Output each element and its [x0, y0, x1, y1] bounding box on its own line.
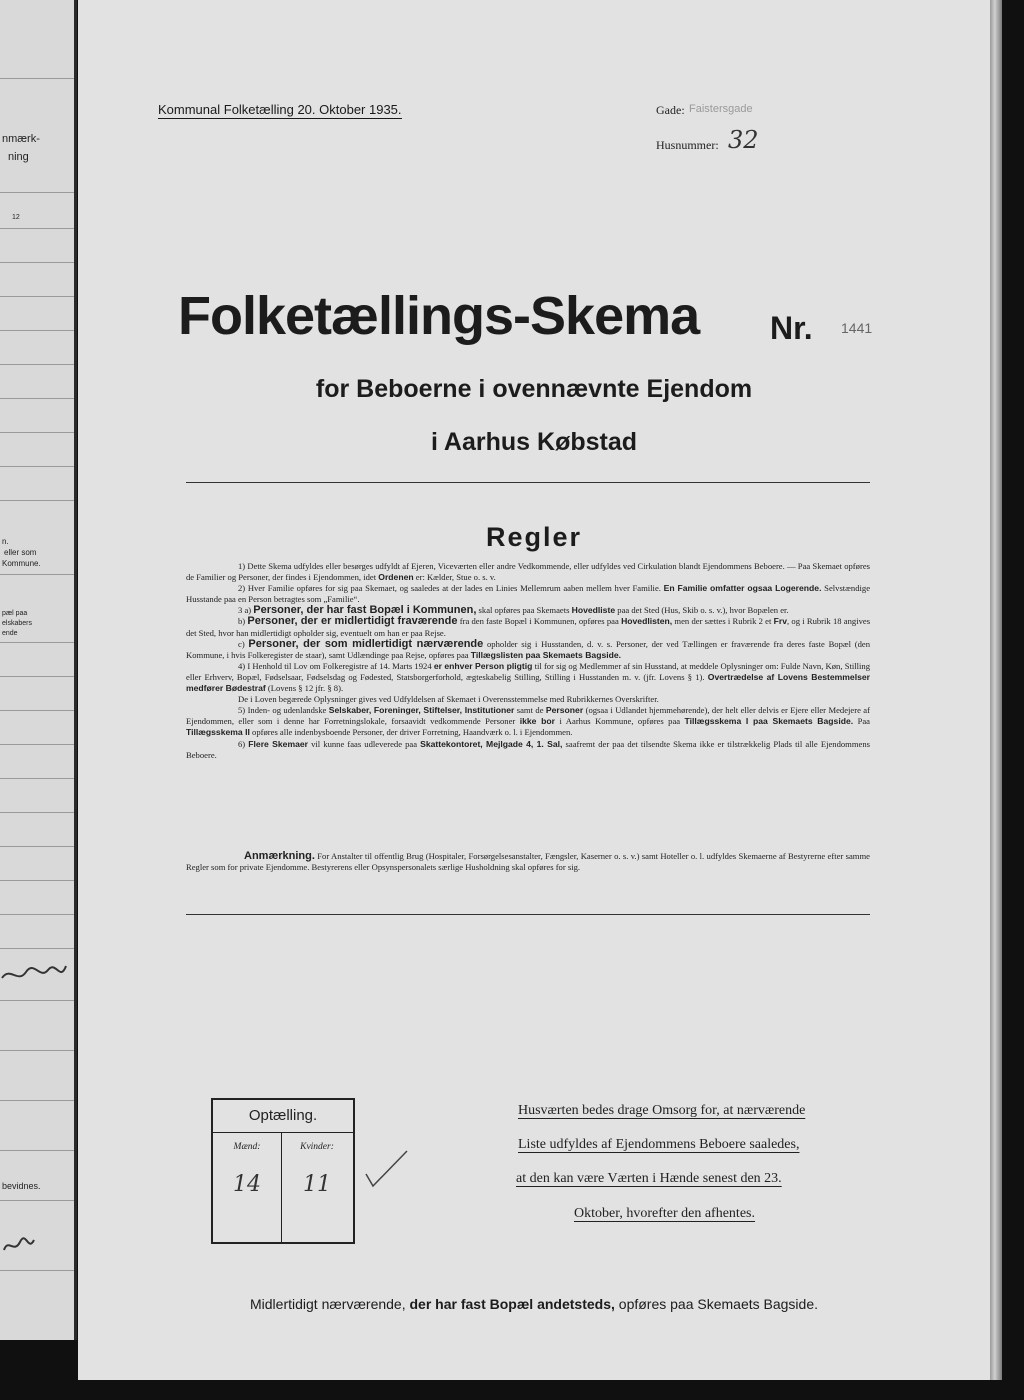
left-page-text: elskabers — [2, 620, 32, 627]
women-count: 11 — [303, 1172, 331, 1197]
left-page-text: nmærk- — [2, 133, 40, 145]
handwriting-scribble — [0, 1230, 40, 1260]
notice-line: Oktober, hvorefter den afhentes. — [574, 1206, 755, 1221]
count-box — [211, 1098, 355, 1244]
rule-5: 5) Inden- og udenlandske Selskaber, Foreninger, Stiftelser, Institutioner samt de Personer (ogsaa i Udlandet hjemmehørende), der helt eller delvis er Ejere eller Medejere af Ejendommen, eller som i denne har Forretningslokale, forsaavidt vedkommende Personer ikke bor i Aarhus Kommune, opføres paa Tillægsskema I paa Skemaets Bagside. Paa Tillægsskema II opføres alle indenbysboende Personer, der driver Forretning, Haandværk o. l. i Ejendommen. — [186, 705, 870, 738]
ruling-line — [0, 466, 74, 467]
ruling-line — [0, 1100, 74, 1101]
house-number-value: 32 — [728, 126, 759, 154]
count-title: Optælling. — [213, 1100, 353, 1133]
notice-line: Husværten bedes drage Omsorg for, at nærværende — [518, 1103, 806, 1118]
rule-3c: c) Personer, der som midlertidigt nærværende opholder sig i Husstanden, d. v. s. Personer, der ved Tællingen er fraværende fra deres faste Bopæl (den Kommune, i hvis Folkeregister de staar), samt Udlændinge paa Rejse, opføres paa Tillægslisten paa Skemaets Bagside. — [186, 637, 870, 660]
ruling-line — [0, 296, 74, 297]
ruling-line — [0, 880, 74, 881]
ruling-line — [0, 432, 74, 433]
left-page-text: n. — [2, 537, 9, 546]
form-title: Folketællings-Skema — [178, 286, 700, 346]
left-page-text: eller som — [4, 548, 37, 557]
left-page-text: pæl paa — [2, 610, 28, 617]
ruling-line — [0, 1200, 74, 1201]
footer-note: Midlertidigt nærværende, der har fast Bopæl andetsteds, opføres paa Skemaets Bagside. — [249, 1296, 819, 1312]
ruling-line — [0, 778, 74, 779]
ruling-line — [0, 364, 74, 365]
rules-heading: Regler — [485, 522, 583, 552]
remark-text — [186, 851, 870, 874]
remark-label: Anmærkning. — [244, 850, 315, 862]
rules-text — [186, 561, 870, 761]
ruling-line — [0, 914, 74, 915]
women-label: Kvinder: — [300, 1142, 334, 1152]
ruling-line — [0, 948, 74, 949]
ruling-line — [0, 1050, 74, 1051]
rule-4-note: De i Loven begærede Oplysninger gives ved Udfyldelsen af Skemaet i Overensstemmelse med Rubrikkernes Overskrifter. — [238, 694, 659, 705]
form-number-label: Nr. — [770, 310, 813, 346]
rule-2: 2) Hver Familie opføres for sig paa Skemaet, og saaledes at der lades en Linies Mellemrum aaben mellem hver Familie. En Familie omfatter ogsaa Logerende. Selvstændige Husstande paa en Person betragtes som „Familie“. — [186, 583, 871, 605]
ruling-line — [0, 398, 74, 399]
ruling-line — [0, 78, 74, 79]
ruling-line — [0, 1000, 74, 1001]
ruling-line — [0, 500, 74, 501]
rule-3b: b) Personer, der er midlertidigt fraværende fra den faste Bopæl i Kommunen, opføres paa Hovedlisten, men der sættes i Rubrik 2 et Frv, og i Rubrik 18 angives det Sted, hvor han midlertidigt opholder sig, eventuelt om han er paa Rejse. — [186, 615, 871, 638]
rule-4: 4) I Henhold til Lov om Folkeregistre af 14. Marts 1924 er enhver Person pligtig til for sig og Medlemmer af sin Husstand, at meddele Oplysninger om: Fulde Navn, Køn, Stilling eller Erhverv, Bopæl, Fødselsaar, Fødselsdag og Fødested, Statsborgerforhold, ægteskabelig Stilling, Stilling i Husstanden m. v. (jfr. Lovens § 1). Overtrædelse af Lovens Bestemmelser medfører Bødestraf (Lovens § 12 jfr. § 8). — [186, 660, 871, 694]
rule-3a: 3 a) Personer, der har fast Bopæl i Kommunen, skal opføres paa Skemaets Hovedliste paa det Sted (Hus, Skib o. s. v.), hvor Bopælen er. — [238, 604, 789, 617]
count-divider — [281, 1133, 282, 1242]
street-value: Faistersgade — [689, 103, 753, 115]
ruling-line — [0, 1150, 74, 1151]
form-subtitle: for Beboerne i ovennævnte Ejendom — [315, 375, 753, 403]
ruling-line — [0, 744, 74, 745]
left-page-text: bevidnes. — [2, 1181, 41, 1191]
checkmark-icon — [363, 1148, 411, 1190]
left-page-text: ning — [8, 151, 29, 163]
ruling-line — [0, 228, 74, 229]
form-subtitle-city: i Aarhus Købstad — [430, 428, 638, 456]
ruling-line — [0, 262, 74, 263]
ruling-line — [0, 846, 74, 847]
rule-1: 1) Dette Skema udfyldes eller besørges udfyldt af Ejeren, Viceværten eller andre Vedkommende, eller udfyldes ved Cirkulation blandt Ejendommens Beboere. — Paa Skemaet opføres de Familier og Personer, der findes i Ejendommen, idet Ordenen er: Kælder, Stue o. s. v. — [186, 561, 870, 583]
divider — [186, 482, 870, 483]
notice-line: at den kan være Værten i Hænde senest den 23. — [516, 1171, 782, 1186]
men-count: 14 — [233, 1172, 261, 1197]
ruling-line — [0, 574, 74, 575]
ruling-line — [0, 1270, 74, 1271]
page-edge — [990, 0, 1002, 1380]
men-label: Mænd: — [233, 1142, 261, 1152]
ruling-line — [0, 676, 74, 677]
ruling-line — [0, 642, 74, 643]
rule-6: 6) Flere Skemaer vil kunne faas udleverede paa Skattekontoret, Mejlgade 4, 1. Sal, saafremt der paa det tilsendte Skema ikke er tilstrækkelig Plads til alle Ejendommens Beboere. — [186, 738, 871, 760]
left-page-text: ende — [2, 630, 18, 637]
street-label: Gade: — [656, 103, 685, 117]
form-number-value: 1441 — [841, 320, 873, 336]
remark-body: For Anstalter til offentlig Brug (Hospitaler, Forsørgelsesanstalter, Fængsler, Kaserner o. s. v.) samt Hoteller o. l. udfyldes Skemaerne af Bestyrerne efter samme Regler som for private Ejendomme. Bestyrerens eller Opsynspersonalets særlige Husholdning skal opføres for sig. — [186, 851, 870, 873]
ruling-line — [0, 192, 74, 193]
handwriting-scribble — [0, 960, 74, 990]
left-page-fragment — [0, 0, 77, 1340]
ruling-line — [0, 710, 74, 711]
left-page-text: Kommune. — [2, 559, 41, 568]
divider — [186, 914, 870, 915]
ruling-line — [0, 812, 74, 813]
house-number-label: Husnummer: — [656, 138, 719, 152]
notice-line: Liste udfyldes af Ejendommens Beboere saaledes, — [518, 1137, 800, 1152]
ruling-line — [0, 330, 74, 331]
census-form-page — [78, 0, 992, 1380]
census-title: Kommunal Folketælling 20. Oktober 1935. — [158, 102, 402, 117]
left-page-text: 12 — [12, 214, 20, 221]
